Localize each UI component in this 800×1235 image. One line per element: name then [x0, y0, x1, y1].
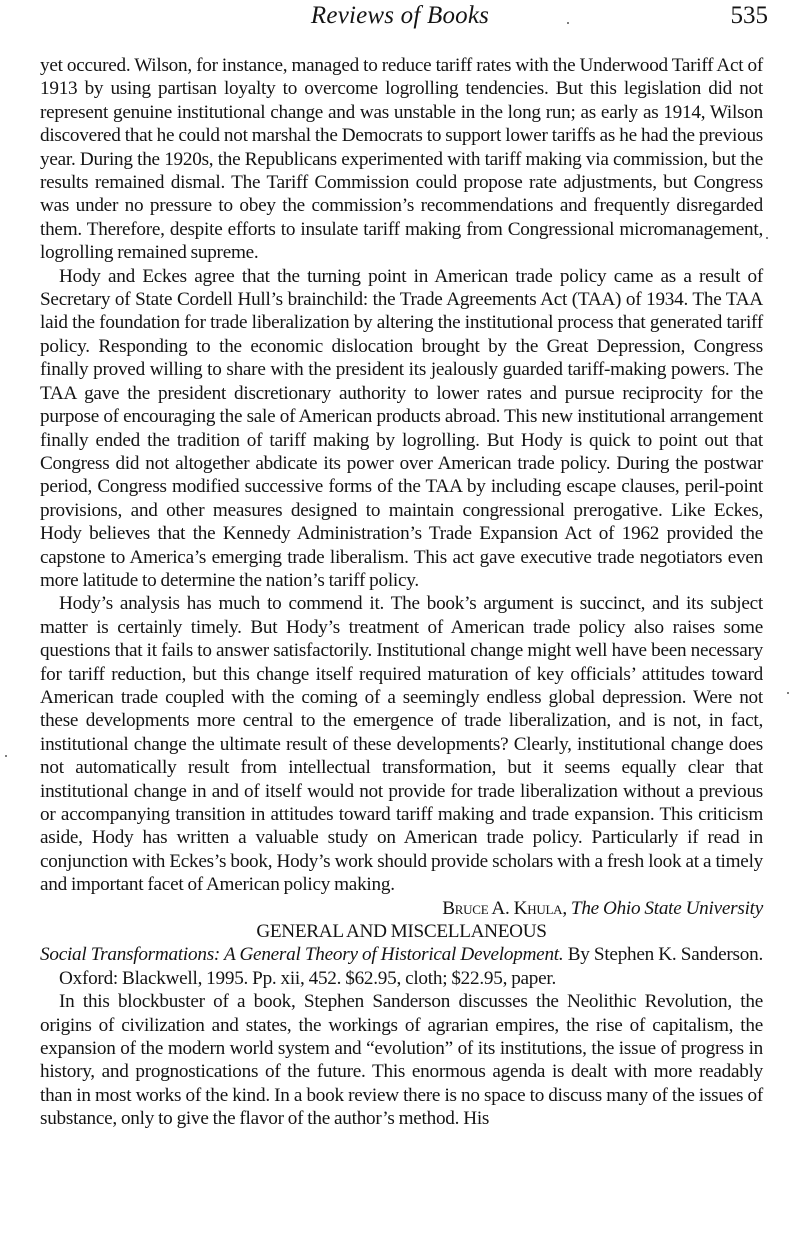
review-paragraph: In this blockbuster of a book, Stephen Sanderson discusses the Neolithic Revolution, the origins of civilization and states, the workings of agrarian empires, the rise of capitalism, the expansion of the modern world system and “evolution” of its institutions, the issue of progress in history, and prognostications of the future. This enormous agenda is dealt with more readably than in most works of the kind. In a book review there is no space to discuss many of the issues of substance, only to give the flavor of the author’s method. His [40, 991, 763, 1130]
scan-speck [766, 237, 768, 239]
reviewer-affiliation: The Ohio State University [570, 897, 763, 919]
scan-speck [787, 692, 789, 694]
signature-separator: , [562, 897, 571, 919]
review-paragraph: Hody’s analysis has much to commend it. The book’s argument is succinct, and its subject matter is certainly timely. But Hody’s treatment of American trade policy also raises some questions that it fails to answer satisfactorily. Institutional change might well have been necessary for tariff reduction, but this change itself required maturation of key officials’ attitudes toward American trade coupled with the coming of a seemingly endless global depression. Were not these developments more central to the emergence of trade liberalization, and is not, in fact, institutional change the ultimate result of these developments? Clearly, institutional change does not automatically result from intellectual transformation, but it seems equally clear that institutional change in and of itself would not provide for trade liberalization without a previous or accompanying transition in attitudes toward tariff making and trade expansion. This criticism aside, Hody has written a valuable study on American trade policy. Particularly if read in conjunction with Eckes’s book, Hody’s work should provide scholars with a fresh look at a timely and important facet of American policy making. [40, 593, 763, 896]
book-details: By Stephen K. Sanderson. Oxford: Blackwell, 1995. Pp. xii, 452. $62.95, cloth; $22.95, paper. [59, 944, 764, 989]
section-heading: GENERAL AND MISCELLANEOUS [256, 921, 547, 943]
scan-speck [5, 755, 7, 757]
review-paragraph: yet occured. Wilson, for instance, managed to reduce tariff rates with the Underwood Tariff Act of 1913 by using partisan loyalty to overcome logrolling tendencies. But this legislation did not represent genuine institutional change and was unstable in the long run; as early as 1914, Wilson discovered that he could not marshal the Democrats to support lower tariffs as he had the previous year. During the 1920s, the Republicans experimented with tariff making via commission, but the results remained dismal. The Tariff Commission could propose rate adjustments, but Congress was under no pressure to obey the commission’s recommendations and frequently disregarded them. Therefore, despite efforts to insulate tariff making from Congressional micromanagement, logrolling remained supreme. [40, 55, 763, 264]
page-body [40, 54, 763, 1131]
reviewer-name: Bruce A. Khula [442, 897, 563, 919]
running-title: Reviews of Books [310, 2, 490, 29]
book-citation [40, 943, 763, 990]
scan-speck [567, 22, 569, 24]
reviewer-signature [40, 897, 763, 920]
book-title: Social Transformations: A General Theory of Historical Development. [40, 944, 564, 966]
page-number: 535 [730, 2, 768, 29]
running-head [0, 0, 800, 40]
review-paragraph: Hody and Eckes agree that the turning point in American trade policy came as a result of Secretary of State Cordell Hull’s brainchild: the Trade Agreements Act (TAA) of 1934. The TAA laid the foundation for trade liberalization by altering the institutional process that generated tariff policy. Responding to the economic dislocation brought by the Great Depression, Congress finally proved willing to share with the president its jealously guarded tariff-making powers. The TAA gave the president discretionary authority to lower rates and pursue reciprocity for the purpose of encouraging the sale of American products abroad. This new institutional arrangement finally ended the tradition of tariff making by logrolling. But Hody is quick to point out that Congress did not altogether abdicate its power over American trade policy. During the postwar period, Congress modified successive forms of the TAA by including escape clauses, peril-point provisions, and other measures designed to maintain congressional prerogative. Like Eckes, Hody believes that the Kennedy Administration’s Trade Expansion Act of 1962 provided the capstone to America’s emerging trade liberalism. This act gave executive trade negotiators even more latitude to determine the nation’s tariff policy. [40, 265, 763, 591]
